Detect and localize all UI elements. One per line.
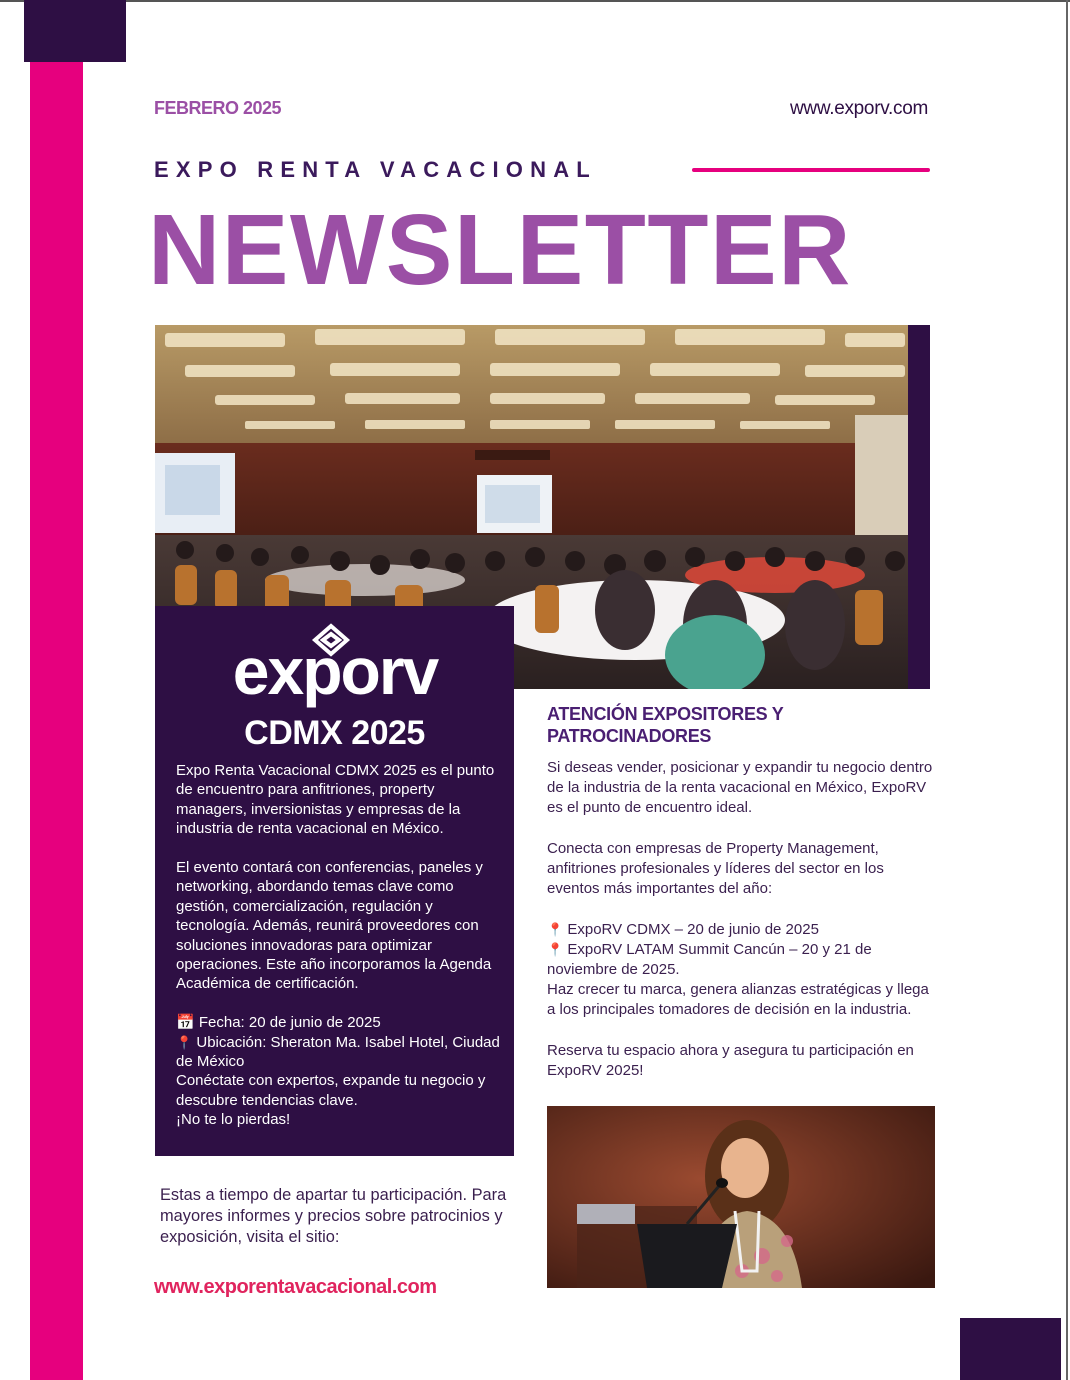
event-details: El evento contará con conferencias, paneles y networking, abordando temas clave como gestión, comercialización, regulación y tecnología. Además, reunirá proveedores con soluciones innovadoras para optimizar operaciones. Este año incorporamos la Agenda Académica de certificación.: [176, 859, 492, 993]
photo-accent-bar: [908, 325, 930, 689]
event-closing: Conéctate con expertos, expande tu negocio y descubre tendencias clave.: [176, 1072, 486, 1109]
page-right-edge: [1066, 0, 1068, 1380]
cta-text: Estas a tiempo de apartar tu participación. Para mayores informes y precios sobre patrocinios y exposición, visita el sitio:: [160, 1186, 507, 1246]
event-intro: Expo Renta Vacacional CDMX 2025 es el punto de encuentro para anfitriones, property managers, inversionistas y empresas de la industria de renta vacacional en México.: [176, 762, 495, 838]
newsletter-subtitle: EXPO RENTA VACACIONAL: [154, 157, 597, 182]
subtitle-divider: [692, 168, 930, 172]
location-pin-icon: 📍: [547, 941, 564, 957]
website-link[interactable]: www.exporv.com: [790, 98, 928, 119]
exhibitors-connect: Conecta con empresas de Property Management, anfitriones profesionales y líderes del sector en los eventos más importantes del año:: [547, 839, 884, 898]
exhibitors-growth: Haz crecer tu marca, genera alianzas estratégicas y llega a los principales tomadores de decisión en la industria.: [547, 981, 929, 1019]
cta-url-link[interactable]: www.exporentavacacional.com: [154, 1276, 437, 1298]
event-location-line: [176, 1033, 506, 1072]
event-date: Fecha: 20 de junio de 2025: [198, 1014, 381, 1032]
event-description: [176, 761, 506, 1130]
exhibitors-reserve: Reserva tu espacio ahora y asegura tu participación en ExpoRV 2025!: [547, 1041, 914, 1079]
exhibitors-body: [547, 758, 935, 1101]
location-pin-icon: 📍: [176, 1034, 193, 1050]
calendar-icon: 📅: [176, 1014, 195, 1032]
event-info-box: [155, 606, 514, 1156]
location-pin-icon: 📍: [547, 921, 564, 937]
event-cdmx: ExpoRV CDMX – 20 de junio de 2025: [567, 920, 819, 938]
issue-date: FEBRERO 2025: [154, 98, 282, 118]
exhibitors-heading: ATENCIÓN EXPOSITORES Y PATROCINADORES: [547, 704, 784, 746]
exporv-logo: [215, 620, 455, 710]
newsletter-title: NEWSLETTER: [148, 194, 852, 306]
logo-wordmark: exporv: [232, 634, 438, 708]
left-magenta-bar: [30, 62, 83, 1380]
bottom-right-accent-block: [960, 1318, 1061, 1380]
speaker-photo: [547, 1106, 935, 1288]
event-list-item-cancun: [547, 940, 935, 980]
event-cancun: ExpoRV LATAM Summit Cancún – 20 y 21 de noviembre de 2025.: [547, 940, 872, 978]
exhibitors-intro: Si deseas vender, posicionar y expandir tu negocio dentro de la industria de la renta vacacional en México, ExpoRV es el punto de encuentro ideal.: [547, 759, 933, 817]
top-left-accent-block: [24, 0, 126, 62]
event-date-line: [176, 1013, 506, 1032]
event-closing-call: ¡No te lo pierdas!: [176, 1111, 291, 1129]
page-top-edge: [0, 0, 1070, 2]
event-list-item-cdmx: [547, 920, 935, 940]
event-location: Ubicación: Sheraton Ma. Isabel Hotel, Ciudad de México: [176, 1033, 500, 1071]
event-heading: CDMX 2025: [244, 714, 425, 752]
